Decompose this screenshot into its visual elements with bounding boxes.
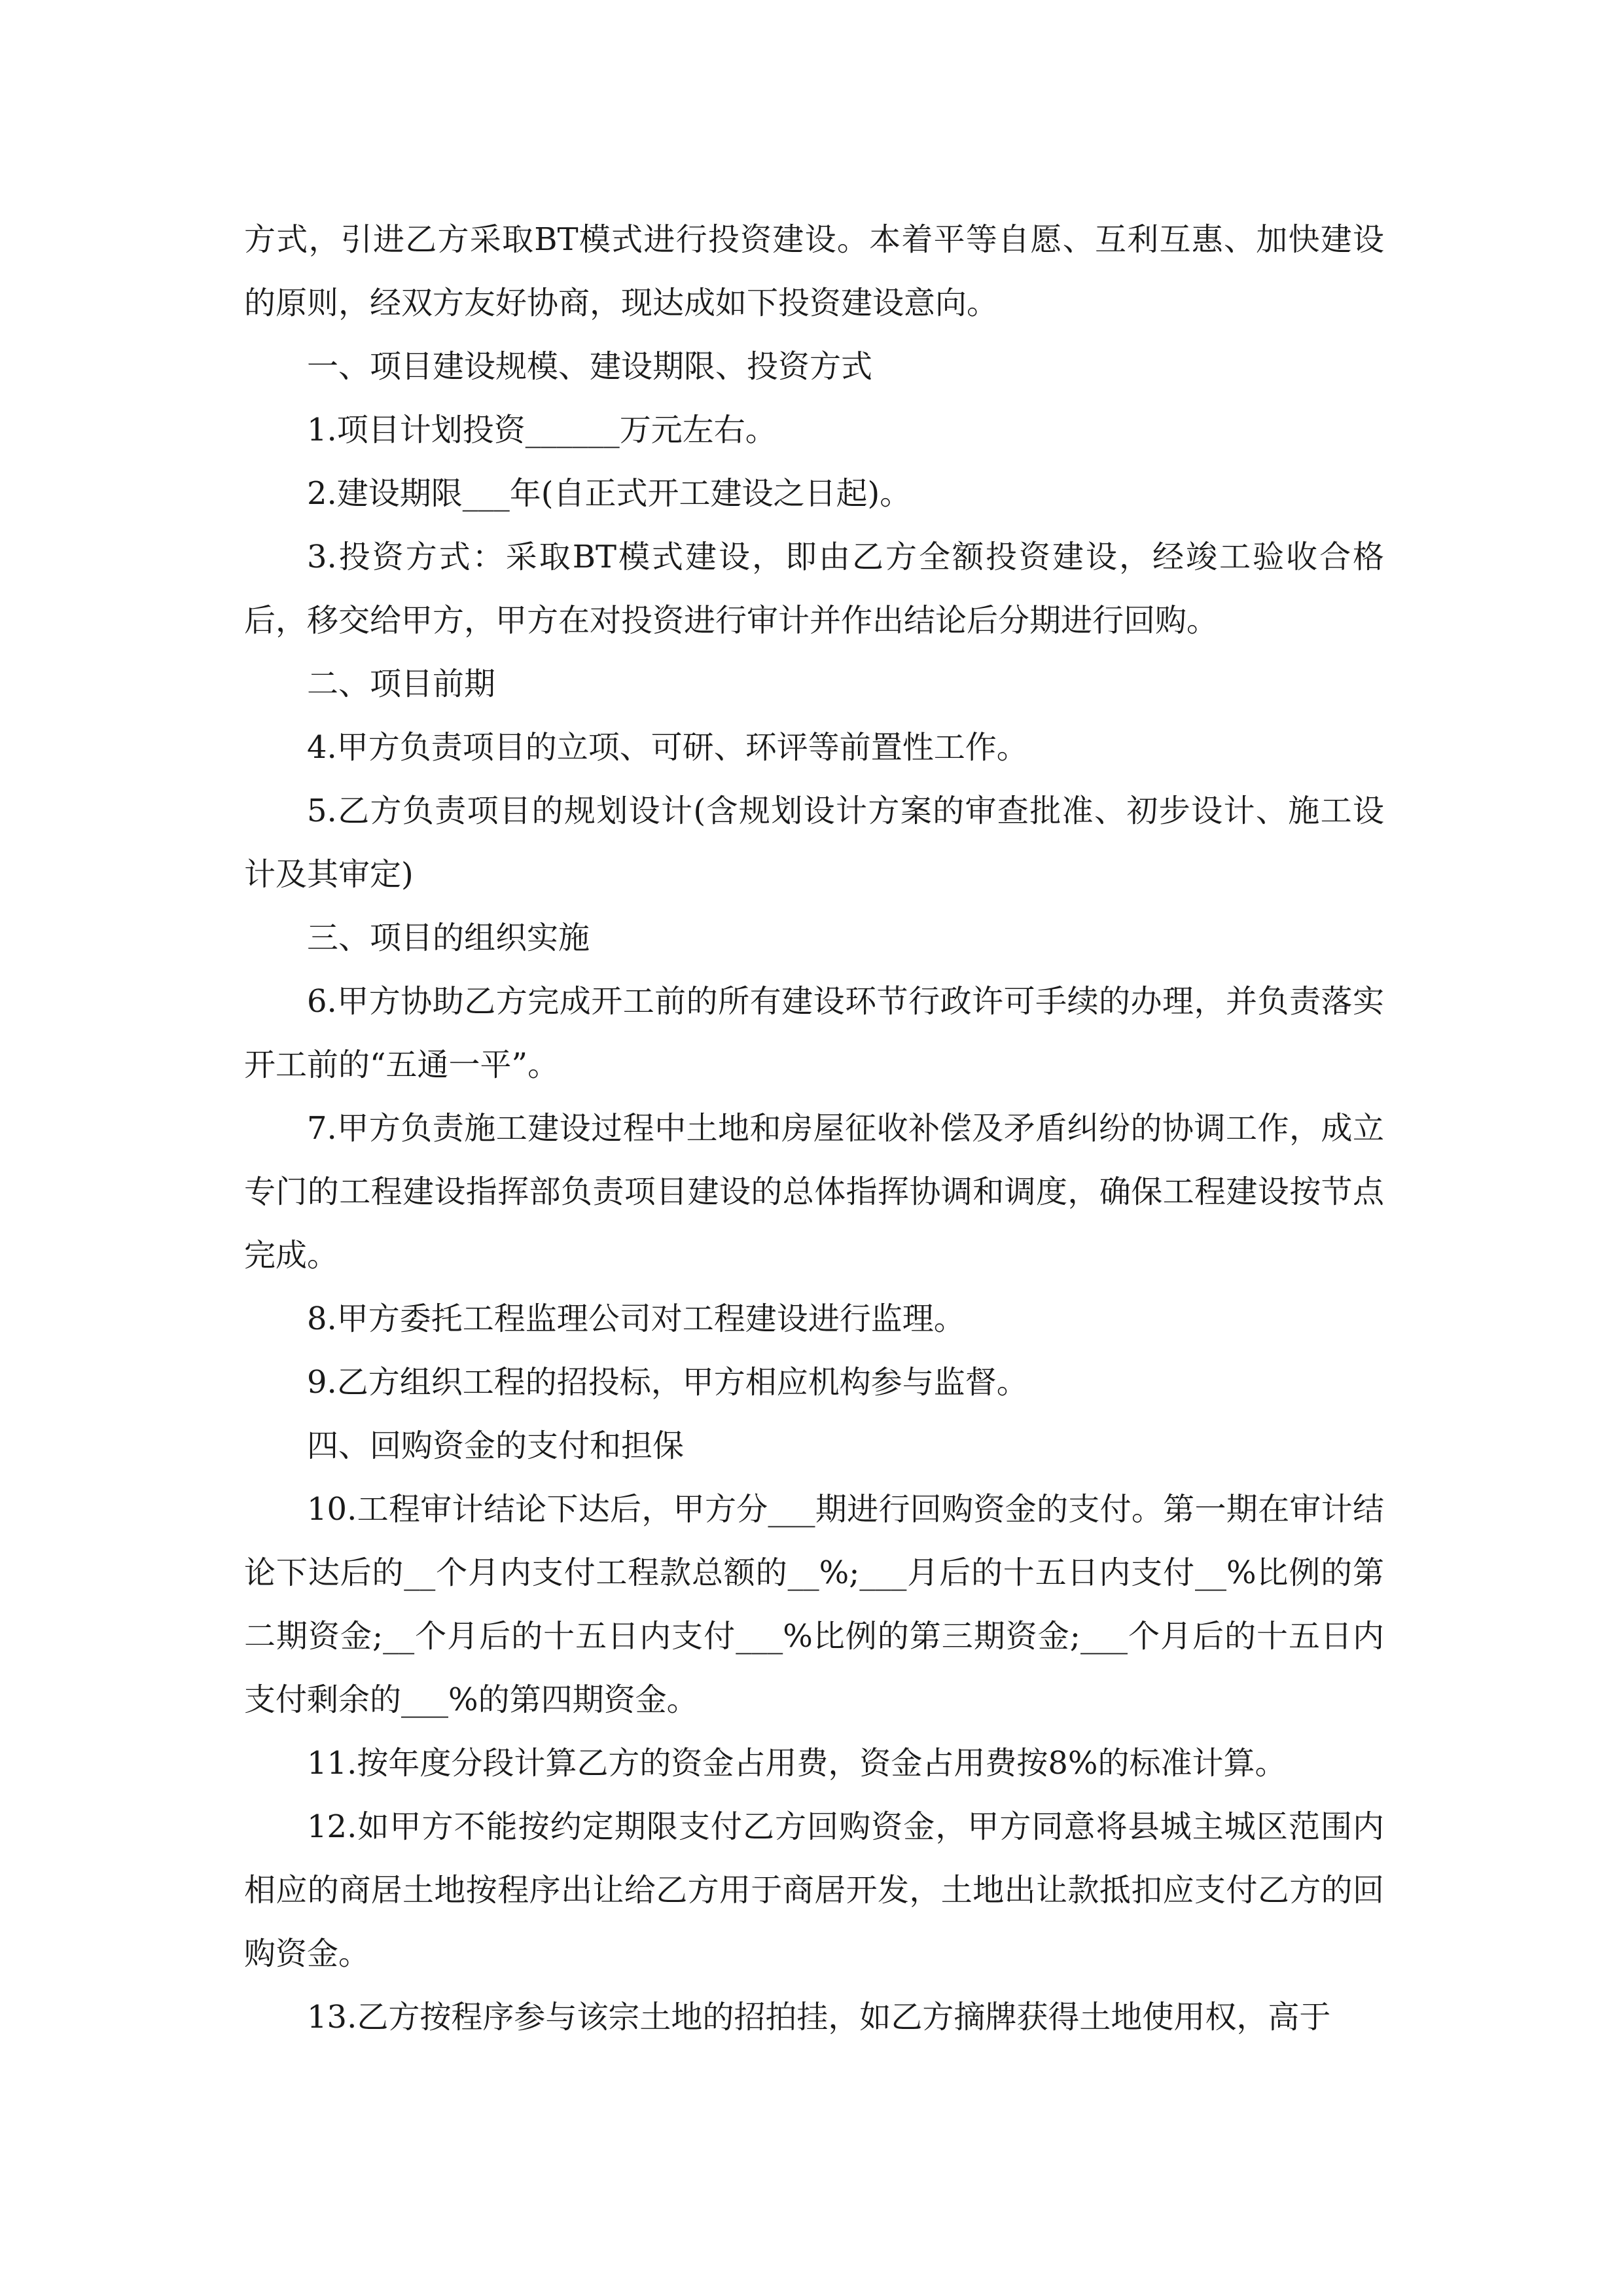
- section-heading-4: 四、回购资金的支付和担保: [307, 1427, 685, 1464]
- section-heading-1: 一、项目建设规模、建设期限、投资方式: [307, 348, 873, 385]
- clause-10: 10.工程审计结论下达后，甲方分___期进行回购资金的支付。第一期在审计结论下达后的__个月内支付工程款总额的__%;___月后的十五日内支付__%比例的第二期资金;__个月后的十五日内支付___%比例的第三期资金;___个月后的十五日内支付剩余的___%的第四期资金。: [244, 1491, 1384, 1718]
- clause-12: 12.如甲方不能按约定期限支付乙方回购资金，甲方同意将县城主城区范围内相应的商居土地按程序出让给乙方用于商居开发，土地出让款抵扣应支付乙方的回购资金。: [244, 1808, 1384, 1972]
- section-heading-3: 三、项目的组织实施: [307, 920, 590, 956]
- paragraph-intro-continuation: 方式，引进乙方采取BT模式进行投资建设。本着平等自愿、互利互惠、加快建设的原则，经双方友好协商，现达成如下投资建设意向。: [244, 221, 1384, 321]
- clause-2: 2.建设期限___年(自正式开工建设之日起)。: [307, 475, 912, 512]
- document-body: [244, 208, 1384, 2049]
- section-heading-2: 二、项目前期: [307, 666, 496, 702]
- clause-4: 4.甲方负责项目的立项、可研、环评等前置性工作。: [307, 729, 1028, 766]
- clause-3: 3.投资方式：采取BT模式建设，即由乙方全额投资建设，经竣工验收合格后，移交给甲方，甲方在对投资进行审计并作出结论后分期进行回购。: [244, 539, 1384, 639]
- clause-8: 8.甲方委托工程监理公司对工程建设进行监理。: [307, 1300, 965, 1337]
- clause-1: 1.项目计划投资______万元左右。: [307, 412, 777, 448]
- clause-5: 5.乙方负责项目的规划设计(含规划设计方案的审查批准、初步设计、施工设计及其审定): [244, 793, 1384, 893]
- clause-13: 13.乙方按程序参与该宗土地的招拍挂，如乙方摘牌获得土地使用权，高于: [307, 1999, 1331, 2036]
- clause-11: 11.按年度分段计算乙方的资金占用费，资金占用费按8%的标准计算。: [307, 1745, 1287, 1782]
- clause-6: 6.甲方协助乙方完成开工前的所有建设环节行政许可手续的办理，并负责落实开工前的“五通一平”。: [244, 983, 1384, 1083]
- clause-7: 7.甲方负责施工建设过程中土地和房屋征收补偿及矛盾纠纷的协调工作，成立专门的工程建设指挥部负责项目建设的总体指挥协调和调度，确保工程建设按节点完成。: [244, 1110, 1384, 1274]
- clause-9: 9.乙方组织工程的招投标，甲方相应机构参与监督。: [307, 1364, 1028, 1401]
